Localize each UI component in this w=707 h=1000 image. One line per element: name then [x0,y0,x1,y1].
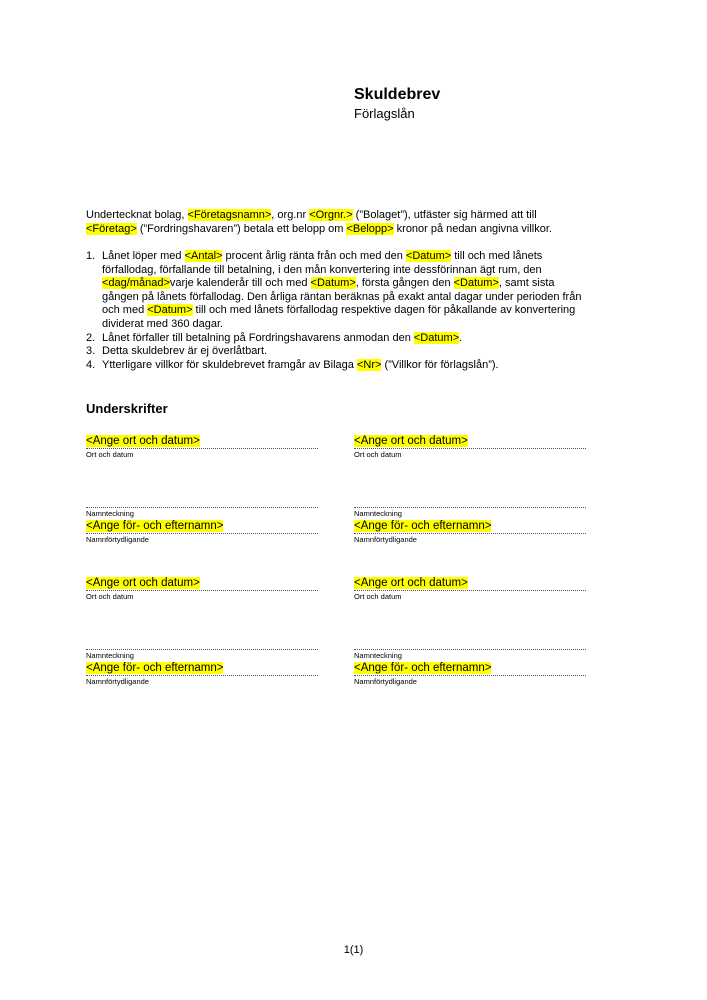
place-date-caption: Ort och datum [86,450,134,459]
term-number: 3. [86,345,96,358]
intro-paragraph: Undertecknat bolag, <Företagsnamn>, org.nr <Orgnr.> (”Bolaget”), utfäster sig härmed att till <Företag> (”Fordringshavaren”) betala ett belopp om <Belopp> kronor på nedan angivna villkor. [86,209,552,235]
signature-field[interactable] [86,635,318,660]
placeholder-field[interactable]: <Belopp> [346,223,394,235]
term-text: Lånet förfaller till betalning på Fordringshavarens anmodan den <Datum>. [102,331,463,344]
name-placeholder[interactable]: <Ange för- och efternamn> [86,520,224,532]
document-subtitle: Förlagslån [354,106,415,121]
signatures-heading: Underskrifter [86,401,168,416]
name-caption: Namnförtydligande [354,535,417,544]
name-field[interactable] [354,661,586,686]
placeholder-field[interactable]: <Antal> [184,250,223,262]
signature-caption: Namnteckning [354,509,402,518]
placeholder-field[interactable]: <Datum> [453,277,499,290]
term-item-4 [86,359,626,373]
placeholder-field[interactable]: <Datum> [147,304,193,317]
name-field[interactable] [86,661,318,686]
placeholder-field[interactable]: <Nr> [356,358,382,371]
name-field[interactable] [354,519,586,544]
place-date-placeholder[interactable]: <Ange ort och datum> [86,435,200,447]
term-text: Detta skuldebrev är ej överlåtbart. [102,345,268,358]
signature-caption: Namnteckning [354,651,402,660]
place-date-caption: Ort och datum [354,450,402,459]
placeholder-field[interactable]: <Orgnr.> [309,209,353,221]
place-date-placeholder[interactable]: <Ange ort och datum> [354,435,468,447]
placeholder-field[interactable]: <Datum> [405,250,452,262]
place-date-field[interactable] [86,434,318,459]
name-placeholder[interactable]: <Ange för- och efternamn> [354,662,492,674]
name-placeholder[interactable]: <Ange för- och efternamn> [86,662,224,674]
placeholder-field[interactable]: <Företagsnamn> [187,209,272,221]
placeholder-field[interactable]: <Datum> [413,331,460,344]
place-date-field[interactable] [86,576,318,601]
signature-caption: Namnteckning [86,651,134,660]
term-number: 1. [86,250,96,262]
name-field[interactable] [86,519,318,544]
term-item-3 [86,345,626,359]
placeholder-field[interactable]: <Datum> [310,277,356,290]
term-item-2 [86,332,626,346]
term-number: 4. [86,358,96,371]
place-date-caption: Ort och datum [354,592,402,601]
terms-list [86,250,626,372]
term-item-1 [86,250,626,332]
place-date-caption: Ort och datum [86,592,134,601]
place-date-placeholder[interactable]: <Ange ort och datum> [86,577,200,589]
place-date-placeholder[interactable]: <Ange ort och datum> [354,577,468,589]
document-title: Skuldebrev [354,86,441,103]
placeholder-field[interactable]: <dag/månad> [102,277,170,290]
page-number: 1(1) [343,944,364,956]
name-caption: Namnförtydligande [86,535,149,544]
signature-caption: Namnteckning [86,509,134,518]
place-date-field[interactable] [354,434,586,459]
name-placeholder[interactable]: <Ange för- och efternamn> [354,520,492,532]
term-text: Ytterligare villkor för skuldebrevet framgår av Bilaga <Nr> (”Villkor för förlagslån”). [102,358,499,371]
term-number: 2. [86,331,96,344]
name-caption: Namnförtydligande [354,677,417,686]
place-date-field[interactable] [354,576,586,601]
name-caption: Namnförtydligande [86,677,149,686]
term-text: Lånet löper med <Antal> procent årlig ränta från och med den <Datum> till och med lånets förfallodag, förfallande till betalning, i den mån konvertering inte dessförinnan ägt rum, den <dag/månad>varje kalenderår till och med <Datum>, första gången den <Datum>, samt sista gången på lånets förfallodag. Den årliga räntan beräknas på exakt antal dagar under perioden från och med <Datum> till och med lånets förfallodag respektive dagen för påkallande av konvertering dividerat med 360 dagar. [102,250,582,330]
signature-field[interactable] [354,635,586,660]
placeholder-field[interactable]: <Företag> [86,223,137,235]
signature-field[interactable] [354,493,586,518]
signature-field[interactable] [86,493,318,518]
